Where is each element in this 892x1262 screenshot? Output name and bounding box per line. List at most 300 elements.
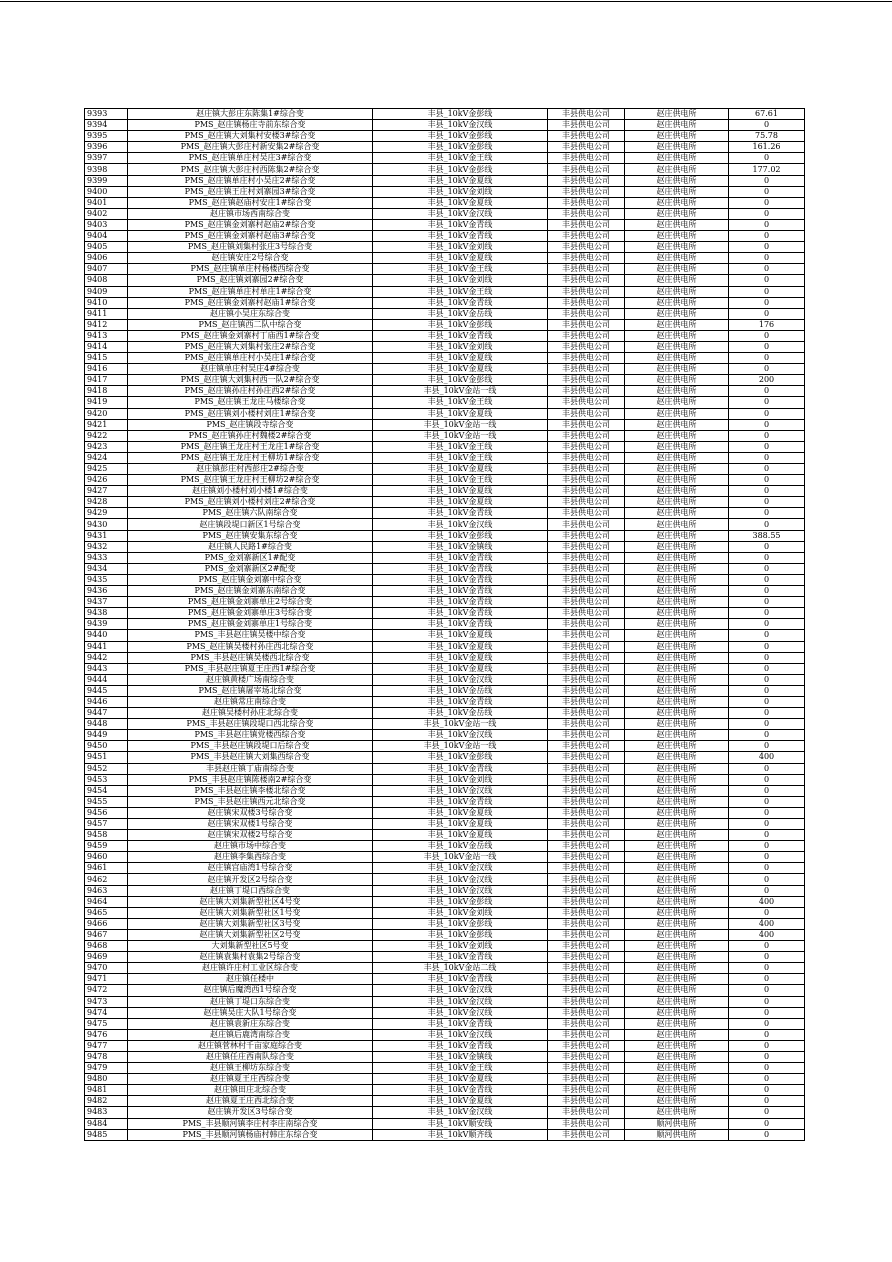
cell-company: 丰县供电公司 — [548, 1018, 625, 1029]
cell-company: 丰县供电公司 — [548, 807, 625, 818]
cell-row-number: 9421 — [85, 419, 128, 430]
cell-value: 0 — [729, 231, 805, 242]
cell-company: 丰县供电公司 — [548, 896, 625, 907]
cell-company: 丰县供电公司 — [548, 508, 625, 519]
table-row — [85, 242, 805, 253]
cell-station: 赵庄供电所 — [625, 796, 729, 807]
cell-value: 0 — [729, 763, 805, 774]
cell-value: 0 — [729, 741, 805, 752]
cell-station: 赵庄供电所 — [625, 219, 729, 230]
cell-transformer-name: 赵庄镇许庄村工业区综合变 — [128, 963, 373, 974]
cell-row-number: 9427 — [85, 486, 128, 497]
cell-company: 丰县供电公司 — [548, 1074, 625, 1085]
cell-company: 丰县供电公司 — [548, 907, 625, 918]
cell-row-number: 9448 — [85, 719, 128, 730]
table-body — [85, 109, 805, 1141]
table-row — [85, 286, 805, 297]
table-row — [85, 941, 805, 952]
cell-feeder-line: 丰县_10kV金站一线 — [373, 719, 548, 730]
table-row — [85, 807, 805, 818]
cell-transformer-name: PMS_丰县赵庄镇段堤口后综合变 — [128, 741, 373, 752]
table-row — [85, 1040, 805, 1051]
table-row — [85, 663, 805, 674]
cell-company: 丰县供电公司 — [548, 353, 625, 364]
cell-feeder-line: 丰县_10kV金彭线 — [373, 896, 548, 907]
cell-row-number: 9469 — [85, 952, 128, 963]
cell-row-number: 9464 — [85, 896, 128, 907]
table-row — [85, 774, 805, 785]
cell-station: 赵庄供电所 — [625, 730, 729, 741]
cell-transformer-name: PMS_赵庄镇大刘集村安楼3#综合变 — [128, 131, 373, 142]
cell-feeder-line: 丰县_10kV金青线 — [373, 508, 548, 519]
cell-value: 0 — [729, 830, 805, 841]
cell-row-number: 9478 — [85, 1051, 128, 1062]
cell-feeder-line: 丰县_10kV金汉线 — [373, 863, 548, 874]
cell-row-number: 9437 — [85, 597, 128, 608]
cell-value: 0 — [729, 1018, 805, 1029]
cell-transformer-name: PMS_赵庄镇大彭庄村新安集2#综合变 — [128, 142, 373, 153]
cell-feeder-line: 丰县_10kV金夏线 — [373, 464, 548, 475]
cell-transformer-name: PMS_赵庄镇王龙庄马楼综合变 — [128, 397, 373, 408]
cell-row-number: 9415 — [85, 353, 128, 364]
cell-row-number: 9468 — [85, 941, 128, 952]
table-row — [85, 1096, 805, 1107]
cell-station: 赵庄供电所 — [625, 397, 729, 408]
cell-station: 赵庄供电所 — [625, 386, 729, 397]
cell-transformer-name: 赵庄镇大刘集新型社区2号变 — [128, 929, 373, 940]
table-row — [85, 408, 805, 419]
cell-row-number: 9485 — [85, 1129, 128, 1140]
table-row — [85, 1018, 805, 1029]
cell-row-number: 9431 — [85, 530, 128, 541]
cell-transformer-name: 赵庄镇后魔湾西1号综合变 — [128, 985, 373, 996]
cell-feeder-line: 丰县_10kV金王线 — [373, 441, 548, 452]
cell-station: 赵庄供电所 — [625, 752, 729, 763]
table-row — [85, 586, 805, 597]
cell-feeder-line: 丰县_10kV金刘线 — [373, 341, 548, 352]
cell-station: 赵庄供电所 — [625, 985, 729, 996]
cell-station: 赵庄供电所 — [625, 408, 729, 419]
cell-station: 赵庄供电所 — [625, 941, 729, 952]
table-row — [85, 308, 805, 319]
cell-row-number: 9396 — [85, 142, 128, 153]
cell-station: 赵庄供电所 — [625, 608, 729, 619]
cell-company: 丰县供电公司 — [548, 175, 625, 186]
cell-company: 丰县供电公司 — [548, 131, 625, 142]
table-row — [85, 874, 805, 885]
cell-station: 顺河供电所 — [625, 1118, 729, 1129]
cell-value: 0 — [729, 1107, 805, 1118]
cell-station: 赵庄供电所 — [625, 1085, 729, 1096]
cell-station: 赵庄供电所 — [625, 164, 729, 175]
cell-feeder-line: 丰县_10kV金彭线 — [373, 929, 548, 940]
cell-company: 丰县供电公司 — [548, 963, 625, 974]
cell-value: 0 — [729, 941, 805, 952]
cell-feeder-line: 丰县_10kV金夏线 — [373, 175, 548, 186]
cell-feeder-line: 丰县_10kV金站一线 — [373, 852, 548, 863]
cell-value: 0 — [729, 586, 805, 597]
cell-row-number: 9429 — [85, 508, 128, 519]
cell-feeder-line: 丰县_10kV金青线 — [373, 952, 548, 963]
cell-value: 0 — [729, 308, 805, 319]
cell-transformer-name: 赵庄镇大彭庄东陈集1#综合变 — [128, 109, 373, 120]
cell-company: 丰县供电公司 — [548, 1085, 625, 1096]
cell-value: 0 — [729, 708, 805, 719]
transformer-table — [84, 108, 805, 1141]
table-row — [85, 508, 805, 519]
cell-station: 赵庄供电所 — [625, 663, 729, 674]
table-row — [85, 1118, 805, 1129]
cell-feeder-line: 丰县_10kV金夏线 — [373, 630, 548, 641]
cell-company: 丰县供电公司 — [548, 608, 625, 619]
cell-feeder-line: 丰县_10kV金夏线 — [373, 641, 548, 652]
cell-transformer-name: PMS_赵庄镇西二队中综合变 — [128, 319, 373, 330]
cell-company: 丰县供电公司 — [548, 1129, 625, 1140]
cell-feeder-line: 丰县_10kV金刘线 — [373, 242, 548, 253]
cell-row-number: 9459 — [85, 841, 128, 852]
cell-transformer-name: 赵庄镇任楼中 — [128, 974, 373, 985]
cell-transformer-name: 赵庄镇大刘集新型社区4号变 — [128, 896, 373, 907]
cell-feeder-line: 丰县_10kV金汉线 — [373, 785, 548, 796]
cell-row-number: 9412 — [85, 319, 128, 330]
cell-station: 赵庄供电所 — [625, 1096, 729, 1107]
cell-feeder-line: 丰县_10kV金青线 — [373, 297, 548, 308]
cell-value: 0 — [729, 475, 805, 486]
cell-value: 0 — [729, 1118, 805, 1129]
cell-transformer-name: 赵庄镇宋双楼3号综合变 — [128, 807, 373, 818]
cell-transformer-name: 赵庄镇开发区3号综合变 — [128, 1107, 373, 1118]
cell-transformer-name: 赵庄镇大刘集新型社区3号变 — [128, 918, 373, 929]
cell-company: 丰县供电公司 — [548, 763, 625, 774]
cell-station: 赵庄供电所 — [625, 1107, 729, 1118]
cell-value: 0 — [729, 574, 805, 585]
table-row — [85, 208, 805, 219]
cell-row-number: 9430 — [85, 519, 128, 530]
cell-value: 0 — [729, 519, 805, 530]
cell-row-number: 9472 — [85, 985, 128, 996]
cell-station: 赵庄供电所 — [625, 841, 729, 852]
cell-company: 丰县供电公司 — [548, 597, 625, 608]
cell-transformer-name: 赵庄镇丁堤口东综合变 — [128, 996, 373, 1007]
cell-transformer-name: 赵庄镇常庄南综合变 — [128, 696, 373, 707]
cell-transformer-name: PMS_赵庄镇金刘寨村赵庙1#综合变 — [128, 297, 373, 308]
cell-company: 丰县供电公司 — [548, 563, 625, 574]
cell-row-number: 9434 — [85, 563, 128, 574]
cell-feeder-line: 丰县_10kV金岳线 — [373, 308, 548, 319]
cell-value: 0 — [729, 397, 805, 408]
cell-station: 赵庄供电所 — [625, 364, 729, 375]
cell-transformer-name: PMS_赵庄镇单庄村杨楼西综合变 — [128, 264, 373, 275]
cell-feeder-line: 丰县_10kV金汉线 — [373, 1007, 548, 1018]
cell-feeder-line: 丰县_10kV金夏线 — [373, 353, 548, 364]
table-row — [85, 630, 805, 641]
cell-transformer-name: PMS_丰县赵庄镇段堤口西北综合变 — [128, 719, 373, 730]
table-row — [85, 530, 805, 541]
cell-transformer-name: PMS_赵庄镇刘小楼村刘庄2#综合变 — [128, 497, 373, 508]
cell-row-number: 9395 — [85, 131, 128, 142]
cell-value: 177.02 — [729, 164, 805, 175]
table-row — [85, 796, 805, 807]
cell-row-number: 9422 — [85, 430, 128, 441]
cell-company: 丰县供电公司 — [548, 441, 625, 452]
cell-station: 赵庄供电所 — [625, 641, 729, 652]
table-row — [85, 1074, 805, 1085]
cell-transformer-name: 赵庄镇宋双楼2号综合变 — [128, 830, 373, 841]
cell-transformer-name: 赵庄镇夏王庄西北综合变 — [128, 1096, 373, 1107]
cell-value: 0 — [729, 175, 805, 186]
cell-value: 0 — [729, 641, 805, 652]
cell-value: 0 — [729, 286, 805, 297]
table-row — [85, 563, 805, 574]
cell-company: 丰县供电公司 — [548, 253, 625, 264]
cell-feeder-line: 丰县_10kV金彭线 — [373, 319, 548, 330]
cell-row-number: 9401 — [85, 197, 128, 208]
cell-transformer-name: 赵庄镇市场中综合变 — [128, 841, 373, 852]
cell-company: 丰县供电公司 — [548, 208, 625, 219]
cell-value: 0 — [729, 785, 805, 796]
cell-transformer-name: PMS_赵庄镇刘小楼村刘庄1#综合变 — [128, 408, 373, 419]
cell-value: 0 — [729, 464, 805, 475]
table-row — [85, 752, 805, 763]
cell-value: 0 — [729, 386, 805, 397]
cell-value: 0 — [729, 974, 805, 985]
cell-feeder-line: 丰县_10kV金青线 — [373, 574, 548, 585]
cell-value: 0 — [729, 674, 805, 685]
cell-station: 赵庄供电所 — [625, 563, 729, 574]
cell-company: 丰县供电公司 — [548, 486, 625, 497]
table-row — [85, 785, 805, 796]
cell-row-number: 9466 — [85, 918, 128, 929]
cell-feeder-line: 丰县_10kV金汉线 — [373, 519, 548, 530]
cell-feeder-line: 丰县_10kV金夏线 — [373, 830, 548, 841]
cell-row-number: 9473 — [85, 996, 128, 1007]
table-row — [85, 142, 805, 153]
table-row — [85, 996, 805, 1007]
cell-company: 丰县供电公司 — [548, 452, 625, 463]
cell-company: 丰县供电公司 — [548, 1007, 625, 1018]
cell-transformer-name: PMS_赵庄镇金刘寨单庄1号综合变 — [128, 619, 373, 630]
cell-row-number: 9475 — [85, 1018, 128, 1029]
cell-row-number: 9465 — [85, 907, 128, 918]
cell-transformer-name: PMS_丰县赵庄镇夏王庄西1#综合变 — [128, 663, 373, 674]
cell-feeder-line: 丰县_10kV金站二线 — [373, 963, 548, 974]
table-row — [85, 1063, 805, 1074]
cell-value: 0 — [729, 497, 805, 508]
cell-row-number: 9420 — [85, 408, 128, 419]
cell-transformer-name: PMS_赵庄镇单庄村单庄1#综合变 — [128, 286, 373, 297]
cell-company: 丰县供电公司 — [548, 419, 625, 430]
cell-transformer-name: 赵庄镇袁集村袁集2号综合变 — [128, 952, 373, 963]
cell-value: 0 — [729, 408, 805, 419]
cell-transformer-name: PMS_丰县赵庄镇大刘集西综合变 — [128, 752, 373, 763]
cell-feeder-line: 丰县_10kV金岳线 — [373, 841, 548, 852]
cell-transformer-name: PMS_赵庄镇大刘集村西一队2#综合变 — [128, 375, 373, 386]
cell-value: 0 — [729, 330, 805, 341]
cell-transformer-name: 赵庄镇吴楼村孙庄北综合变 — [128, 708, 373, 719]
cell-company: 丰县供电公司 — [548, 974, 625, 985]
cell-company: 丰县供电公司 — [548, 319, 625, 330]
cell-company: 丰县供电公司 — [548, 153, 625, 164]
cell-feeder-line: 丰县_10kV金汉线 — [373, 208, 548, 219]
cell-transformer-name: 赵庄镇袁新庄东综合变 — [128, 1018, 373, 1029]
cell-transformer-name: PMS_赵庄镇王庄村刘寨园3#综合变 — [128, 186, 373, 197]
table-row — [85, 963, 805, 974]
cell-company: 丰县供电公司 — [548, 1096, 625, 1107]
cell-station: 赵庄供电所 — [625, 619, 729, 630]
table-row — [85, 430, 805, 441]
cell-value: 0 — [729, 275, 805, 286]
cell-row-number: 9424 — [85, 452, 128, 463]
cell-value: 161.26 — [729, 142, 805, 153]
cell-feeder-line: 丰县_10kV金站一线 — [373, 430, 548, 441]
cell-feeder-line: 丰县_10kV金镇线 — [373, 1051, 548, 1062]
cell-company: 丰县供电公司 — [548, 830, 625, 841]
cell-row-number: 9463 — [85, 885, 128, 896]
cell-company: 丰县供电公司 — [548, 164, 625, 175]
cell-station: 赵庄供电所 — [625, 741, 729, 752]
cell-company: 丰县供电公司 — [548, 1051, 625, 1062]
cell-company: 丰县供电公司 — [548, 464, 625, 475]
cell-station: 赵庄供电所 — [625, 652, 729, 663]
data-sheet — [84, 108, 804, 1141]
cell-row-number: 9476 — [85, 1029, 128, 1040]
cell-station: 赵庄供电所 — [625, 530, 729, 541]
cell-transformer-name: 赵庄镇王柳坊东综合变 — [128, 1063, 373, 1074]
cell-row-number: 9435 — [85, 574, 128, 585]
cell-feeder-line: 丰县_10kV金刘线 — [373, 275, 548, 286]
table-row — [85, 841, 805, 852]
cell-value: 0 — [729, 807, 805, 818]
cell-transformer-name: 丰县赵庄镇丁庙南综合变 — [128, 763, 373, 774]
table-row — [85, 918, 805, 929]
cell-company: 丰县供电公司 — [548, 752, 625, 763]
table-row — [85, 907, 805, 918]
cell-value: 0 — [729, 1007, 805, 1018]
cell-value: 0 — [729, 852, 805, 863]
cell-feeder-line: 丰县_10kV金站一线 — [373, 741, 548, 752]
cell-row-number: 9438 — [85, 608, 128, 619]
cell-station: 赵庄供电所 — [625, 918, 729, 929]
cell-feeder-line: 丰县_10kV金汉线 — [373, 730, 548, 741]
cell-station: 赵庄供电所 — [625, 574, 729, 585]
cell-row-number: 9481 — [85, 1085, 128, 1096]
cell-transformer-name: PMS_赵庄镇单庄村吴庄3#综合变 — [128, 153, 373, 164]
cell-value: 0 — [729, 1040, 805, 1051]
cell-feeder-line: 丰县_10kV金夏线 — [373, 364, 548, 375]
cell-row-number: 9443 — [85, 663, 128, 674]
cell-row-number: 9483 — [85, 1107, 128, 1118]
table-row — [85, 763, 805, 774]
cell-feeder-line: 丰县_10kV金青线 — [373, 552, 548, 563]
cell-feeder-line: 丰县_10kV金青线 — [373, 1085, 548, 1096]
cell-station: 赵庄供电所 — [625, 441, 729, 452]
cell-value: 200 — [729, 375, 805, 386]
table-row — [85, 297, 805, 308]
cell-transformer-name: PMS_赵庄镇金刘寨单庄2号综合变 — [128, 597, 373, 608]
table-row — [85, 1051, 805, 1062]
cell-value: 0 — [729, 208, 805, 219]
cell-station: 赵庄供电所 — [625, 430, 729, 441]
cell-transformer-name: 赵庄镇刘小楼村刘小楼1#综合变 — [128, 486, 373, 497]
cell-row-number: 9409 — [85, 286, 128, 297]
cell-station: 赵庄供电所 — [625, 963, 729, 974]
table-row — [85, 852, 805, 863]
table-row — [85, 685, 805, 696]
cell-value: 0 — [729, 253, 805, 264]
cell-station: 赵庄供电所 — [625, 131, 729, 142]
cell-row-number: 9408 — [85, 275, 128, 286]
cell-value: 0 — [729, 907, 805, 918]
cell-value: 0 — [729, 696, 805, 707]
table-row — [85, 120, 805, 131]
cell-feeder-line: 丰县_10kV金夏线 — [373, 408, 548, 419]
cell-feeder-line: 丰县_10kV金青线 — [373, 1018, 548, 1029]
cell-company: 丰县供电公司 — [548, 219, 625, 230]
cell-company: 丰县供电公司 — [548, 308, 625, 319]
cell-row-number: 9456 — [85, 807, 128, 818]
cell-company: 丰县供电公司 — [548, 852, 625, 863]
cell-transformer-name: PMS_赵庄镇王龙庄村王柳坊1#综合变 — [128, 452, 373, 463]
table-row — [85, 885, 805, 896]
cell-feeder-line: 丰县_10kV金彭线 — [373, 918, 548, 929]
cell-feeder-line: 丰县_10kV金汉线 — [373, 885, 548, 896]
cell-feeder-line: 丰县_10kV金夏线 — [373, 486, 548, 497]
cell-company: 丰县供电公司 — [548, 719, 625, 730]
cell-feeder-line: 丰县_10kV金青线 — [373, 696, 548, 707]
cell-transformer-name: PMS_赵庄镇屠宰场北综合变 — [128, 685, 373, 696]
cell-row-number: 9479 — [85, 1063, 128, 1074]
cell-station: 顺河供电所 — [625, 1129, 729, 1140]
table-row — [85, 730, 805, 741]
cell-value: 0 — [729, 608, 805, 619]
table-row — [85, 464, 805, 475]
cell-transformer-name: PMS_赵庄镇金刘寨东南综合变 — [128, 586, 373, 597]
table-row — [85, 1007, 805, 1018]
cell-station: 赵庄供电所 — [625, 508, 729, 519]
table-row — [85, 175, 805, 186]
cell-feeder-line: 丰县_10kV金青线 — [373, 796, 548, 807]
cell-value: 0 — [729, 1063, 805, 1074]
cell-company: 丰县供电公司 — [548, 408, 625, 419]
cell-feeder-line: 丰县_10kV金王线 — [373, 452, 548, 463]
cell-row-number: 9446 — [85, 696, 128, 707]
cell-value: 400 — [729, 896, 805, 907]
cell-feeder-line: 丰县_10kV金汉线 — [373, 874, 548, 885]
cell-company: 丰县供电公司 — [548, 1063, 625, 1074]
cell-feeder-line: 丰县_10kV金夏线 — [373, 197, 548, 208]
table-row — [85, 719, 805, 730]
cell-row-number: 9407 — [85, 264, 128, 275]
cell-company: 丰县供电公司 — [548, 708, 625, 719]
cell-company: 丰县供电公司 — [548, 685, 625, 696]
cell-row-number: 9441 — [85, 641, 128, 652]
cell-value: 67.61 — [729, 109, 805, 120]
cell-transformer-name: 赵庄镇吴庄大队1号综合变 — [128, 1007, 373, 1018]
cell-row-number: 9405 — [85, 242, 128, 253]
cell-company: 丰县供电公司 — [548, 1118, 625, 1129]
cell-company: 丰县供电公司 — [548, 674, 625, 685]
cell-station: 赵庄供电所 — [625, 852, 729, 863]
cell-station: 赵庄供电所 — [625, 541, 729, 552]
cell-company: 丰县供电公司 — [548, 330, 625, 341]
cell-transformer-name: 赵庄镇夏王庄西综合变 — [128, 1074, 373, 1085]
cell-station: 赵庄供电所 — [625, 475, 729, 486]
cell-value: 0 — [729, 841, 805, 852]
cell-station: 赵庄供电所 — [625, 929, 729, 940]
cell-value: 0 — [729, 297, 805, 308]
cell-station: 赵庄供电所 — [625, 974, 729, 985]
cell-value: 400 — [729, 752, 805, 763]
